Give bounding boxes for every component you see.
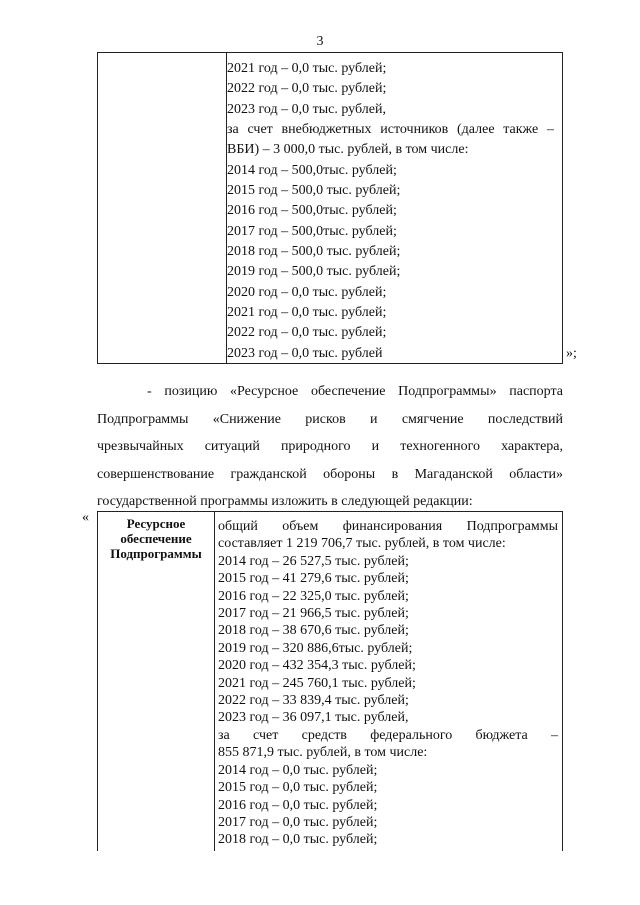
- total-year-line: 2023 год – 36 097,1 тыс. рублей,: [218, 710, 409, 726]
- funding-line: 2023 год – 0,0 тыс. рублей,: [227, 101, 386, 117]
- paragraph-line: чрезвычайных ситуаций природного и техногенного характера,: [97, 439, 563, 454]
- vbi-year-line: 2020 год – 0,0 тыс. рублей;: [227, 284, 387, 300]
- table-heading-cell: [98, 512, 215, 851]
- funding-line: 2021 год – 0,0 тыс. рублей;: [227, 61, 387, 76]
- total-year-line: 2019 год – 320 886,6тыс. рублей;: [218, 640, 413, 656]
- federal-intro-line: за счет средств федерального бюджета –: [218, 727, 558, 743]
- vbi-total-line: ВБИ) – 3 000,0 тыс. рублей, в том числе:: [227, 142, 469, 158]
- total-amount-line: составляет 1 219 706,7 тыс. рублей, в том числе:: [218, 536, 506, 552]
- resource-table-new: [97, 511, 563, 851]
- total-year-line: 2020 год – 432 354,3 тыс. рублей;: [218, 658, 416, 674]
- total-year-line: 2022 год – 33 839,4 тыс. рублей;: [218, 693, 409, 709]
- funding-line: 2022 год – 0,0 тыс. рублей;: [227, 81, 387, 97]
- resource-table-previous: [97, 52, 563, 364]
- vbi-intro-line: за счет внебюджетных источников (далее также –: [227, 122, 554, 138]
- paragraph-line: совершенствование гражданской обороны в Магаданской области»: [97, 466, 563, 482]
- vbi-year-line: 2015 год – 500,0 тыс. рублей;: [227, 183, 401, 199]
- total-year-line: 2015 год – 41 279,6 тыс. рублей;: [218, 571, 409, 587]
- page-number: 3: [316, 34, 324, 49]
- total-year-line: 2021 год – 245 760,1 тыс. рублей;: [218, 675, 416, 691]
- federal-year-line: 2017 год – 0,0 тыс. рублей;: [218, 814, 378, 830]
- federal-year-line: 2015 год – 0,0 тыс. рублей;: [218, 780, 378, 796]
- table-right-cell: [218, 518, 558, 849]
- vbi-year-line: 2019 год – 500,0 тыс. рублей;: [227, 264, 401, 280]
- total-year-line: 2018 год – 38 670,6 тыс. рублей;: [218, 623, 409, 639]
- vbi-year-line: 2014 год – 500,0тыс. рублей;: [227, 162, 397, 178]
- total-year-line: 2017 год – 21 966,5 тыс. рублей;: [218, 606, 409, 622]
- federal-year-line: 2016 год – 0,0 тыс. рублей;: [218, 797, 378, 813]
- opening-quote: «: [82, 510, 89, 525]
- federal-year-line: 2014 год – 0,0 тыс. рублей;: [218, 762, 378, 778]
- total-year-line: 2016 год – 22 325,0 тыс. рублей;: [218, 588, 409, 604]
- paragraph-line: - позицию «Ресурсное обеспечение Подпрограммы» паспорта: [147, 384, 563, 399]
- vbi-year-line: 2023 год – 0,0 тыс. рублей: [227, 345, 383, 361]
- table-right-cell: [227, 59, 554, 364]
- table-left-cell: [98, 53, 227, 363]
- heading-line: Подпрограммы: [110, 546, 202, 561]
- vbi-year-line: 2018 год – 500,0 тыс. рублей;: [227, 244, 401, 260]
- federal-amount-line: 855 871,9 тыс. рублей, в том числе:: [218, 745, 428, 761]
- heading-line: Ресурсное: [126, 516, 186, 531]
- vbi-year-line: 2021 год – 0,0 тыс. рублей;: [227, 305, 387, 321]
- heading-line: обеспечение: [120, 531, 192, 546]
- total-year-line: 2014 год – 26 527,5 тыс. рублей;: [218, 553, 409, 569]
- paragraph-line: Подпрограммы «Снижение рисков и смягчение последствий: [97, 411, 563, 427]
- vbi-year-line: 2017 год – 500,0тыс. рублей;: [227, 223, 397, 239]
- vbi-year-line: 2022 год – 0,0 тыс. рублей;: [227, 325, 387, 341]
- instruction-paragraph: [97, 378, 563, 516]
- total-intro-line: общий объем финансирования Подпрограммы: [218, 519, 558, 534]
- vbi-year-line: 2016 год – 500,0тыс. рублей;: [227, 203, 397, 219]
- paragraph-line: государственной программы изложить в следующей редакции:: [97, 494, 473, 509]
- closing-quote: »;: [566, 346, 577, 361]
- federal-year-line: 2018 год – 0,0 тыс. рублей;: [218, 832, 378, 848]
